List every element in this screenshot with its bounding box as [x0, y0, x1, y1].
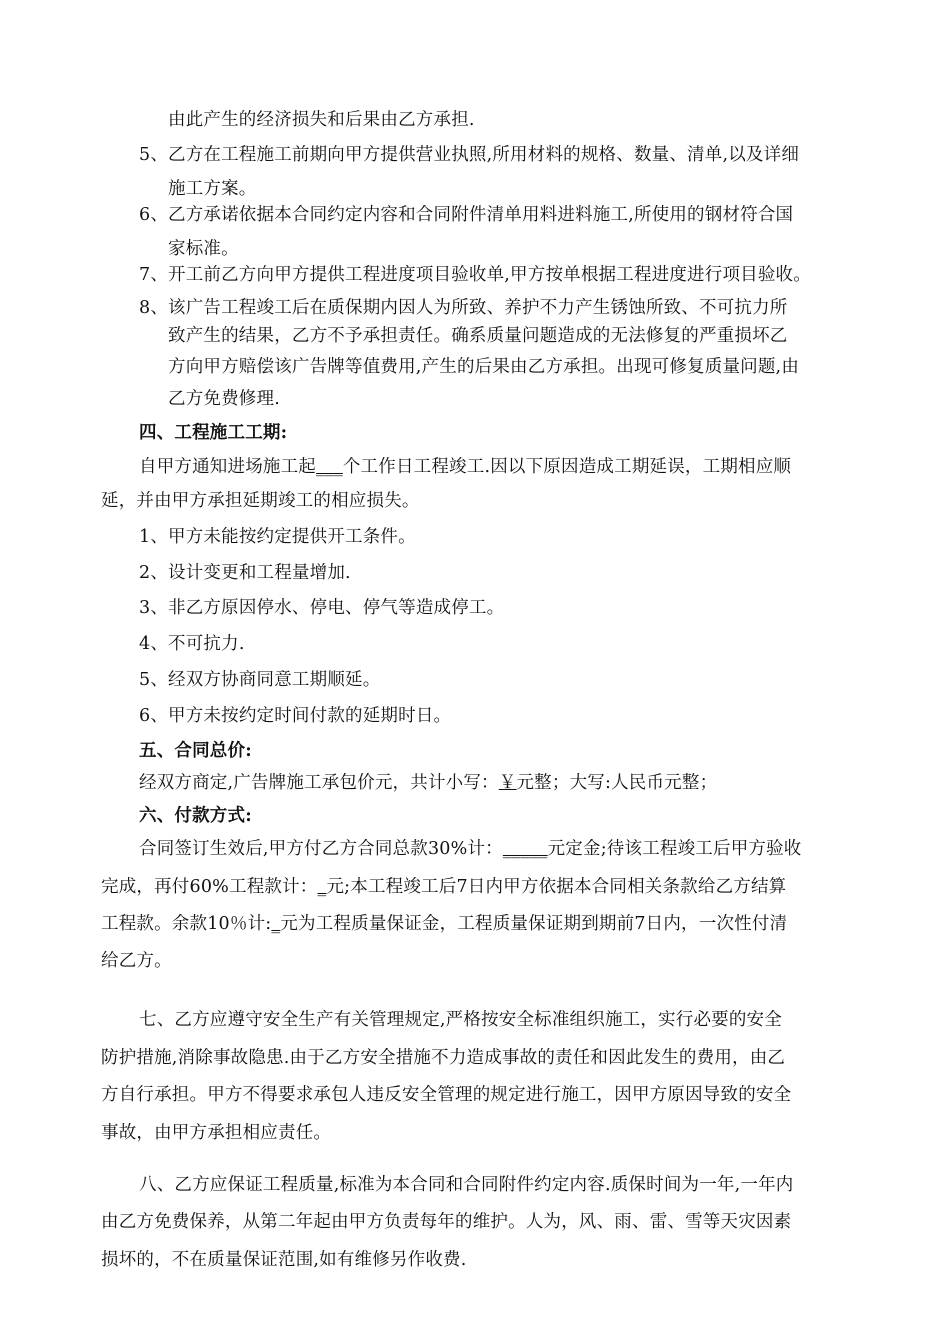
section-8-line-2: 由乙方免费保养，从第二年起由甲方负责每年的维护。人为，风、雨、雷、雪等天灾因素: [101, 1212, 792, 1232]
section-7-line-4: 事故，由甲方承担相应责任。: [101, 1123, 332, 1143]
section-4-intro-text-a: 自甲方通知进场施工起: [139, 457, 316, 477]
section-4-heading: 四、工程施工工期:: [139, 423, 288, 443]
section-4-item-4: 4、不可抗力.: [139, 634, 245, 654]
section-4-item-2: 2、设计变更和工程量增加.: [139, 563, 351, 583]
list-item-7-line-1: 开工前乙方向甲方提供工程进度项目验收单,甲方按单根据工程进度进行项目验收。: [168, 265, 811, 285]
list-item-5-number: 5、: [139, 145, 169, 165]
section-6-line-3-a: 工程款。余款10％计:: [101, 914, 272, 934]
section-6-line-3-b: 元为工程质量保证金，工程质量保证期到期前7日内，一次性付清: [280, 914, 788, 934]
section-6-line-2-a: 完成，再付60%工程款计：: [101, 877, 318, 897]
section-6-progress-blank: _: [317, 877, 327, 897]
section-6-line-1-b: 元定金;待该工程竣工后甲方验收: [547, 839, 802, 859]
section-5-yen-blank: ￥: [498, 773, 517, 793]
section-6-line-4: 给乙方。: [101, 951, 172, 971]
list-item-8-line-2: 致产生的结果，乙方不予承担责任。确系质量问题造成的无法修复的严重损坏乙: [168, 326, 788, 346]
list-item-6-line-2: 家标准。: [168, 239, 239, 259]
list-item-8-line-3: 方向甲方赔偿该广告牌等值费用,产生的后果由乙方承担。出现可修复质量问题,由: [168, 357, 800, 377]
list-item-8-line-4: 乙方免费修理.: [168, 389, 280, 409]
continuation-line: 由此产生的经济损失和后果由乙方承担.: [168, 110, 475, 130]
list-item-6-line-1: 乙方承诺依据本合同约定内容和合同附件清单用料进料施工,所使用的钢材符合国: [168, 205, 794, 225]
section-6-line-1: [139, 837, 802, 861]
section-8-line-3: 损坏的，不在质量保证范围,如有维修另作收费.: [101, 1250, 467, 1270]
section-6-deposit-blank: _____: [502, 839, 548, 859]
section-5-text: [139, 771, 717, 795]
section-4-item-1: 1、甲方未能按约定提供开工条件。: [139, 527, 416, 547]
list-item-5-line-1: 乙方在工程施工前期向甲方提供营业执照,所用材料的规格、数量、清单,以及详细: [168, 145, 800, 165]
section-4-days-blank: ___: [316, 457, 343, 477]
section-4-intro-text-b: 个工作日工程竣工.因以下原因造成工期延误，工期相应顺: [342, 457, 792, 477]
section-6-heading: 六、付款方式:: [139, 806, 252, 826]
section-6-line-1-a: 合同签订生效后,甲方付乙方合同总款30%计：: [139, 839, 503, 859]
list-item-6-number: 6、: [139, 205, 169, 225]
list-item-7-number: 7、: [139, 265, 169, 285]
list-item-8-number: 8、: [139, 298, 169, 318]
section-5-heading: 五、合同总价:: [139, 741, 252, 761]
section-7-line-2: 防护措施,消除事故隐患.由于乙方安全措施不力造成事故的责任和因此发生的费用，由乙: [101, 1048, 786, 1068]
section-6-line-2-b: 元;本工程竣工后7日内甲方依据本合同相关条款给乙方结算: [326, 877, 787, 897]
list-item-8-line-1: 该广告工程竣工后在质保期内因人为所致、养护不力产生锈蚀所致、不可抗力所: [168, 298, 788, 318]
section-6-line-2: [101, 875, 786, 899]
section-4-intro-line-1: [139, 455, 791, 479]
section-6-retention-blank: _: [271, 914, 281, 934]
section-5-text-a: 经双方商定,广告牌施工承包价元，共计小写：: [139, 773, 499, 793]
section-4-intro-line-2: 延，并由甲方承担延期竣工的相应损失。: [101, 491, 420, 511]
list-item-5-line-2: 施工方案。: [168, 179, 257, 199]
section-7-line-1: 七、乙方应遵守安全生产有关管理规定,严格按安全标准组织施工，实行必要的安全: [139, 1010, 782, 1030]
section-5-text-b: 元整；大写:人民币元整；: [516, 773, 718, 793]
section-6-line-3: [101, 912, 787, 936]
section-7-line-3: 方自行承担。甲方不得要求承包人违反安全管理的规定进行施工，因甲方原因导致的安全: [101, 1085, 792, 1105]
section-4-item-3: 3、非乙方原因停水、停电、停气等造成停工。: [139, 598, 505, 618]
section-8-line-1: 八、乙方应保证工程质量,标准为本合同和合同附件约定内容.质保时间为一年,一年内: [139, 1175, 794, 1195]
section-4-item-6: 6、甲方未按约定时间付款的延期时日。: [139, 706, 452, 726]
section-4-item-5: 5、经双方协商同意工期顺延。: [139, 670, 381, 690]
